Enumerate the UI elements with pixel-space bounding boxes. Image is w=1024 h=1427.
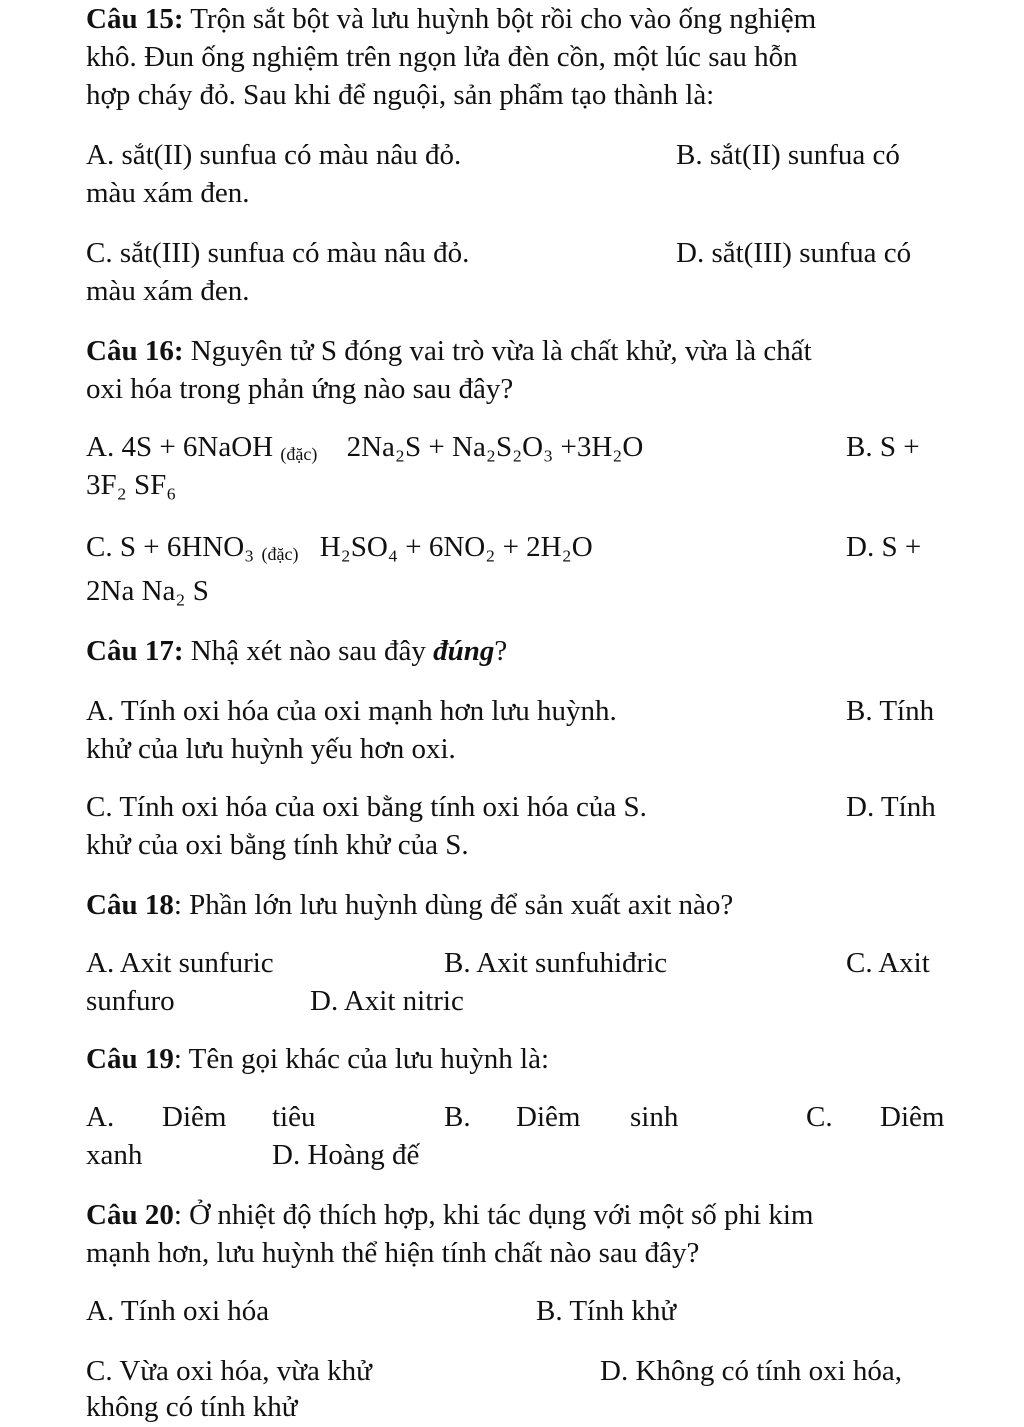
q15-line2: khô. Đun ống nghiệm trên ngọn lửa đèn cồn, một lúc sau hỗn [86,41,798,73]
q20-text-1: : Ở nhiệt độ thích hợp, khi tác dụng với một số phi kim [173,1199,814,1231]
q20-option-d-cont: không có tính khử [86,1391,298,1423]
q15-option-b: B. sắt(II) sunfua có [676,139,900,171]
q19-option-c-cont: xanh [86,1139,143,1171]
q19-option-a-word1: Diêm [162,1101,227,1133]
q16-line2: oxi hóa trong phản ứng nào sau đây? [86,373,514,405]
q17-text-end: ? [494,635,508,667]
q18-label: Câu 18 [86,889,174,921]
q20-line2: mạnh hơn, lưu huỳnh thể hiện tính chất nào sau đây? [86,1237,700,1269]
q19-text: : Tên gọi khác của lưu huỳnh là: [173,1043,550,1075]
q18-option-c: C. Axit [846,947,930,979]
q17-option-a: A. Tính oxi hóa của oxi mạnh hơn lưu huỳnh. [86,695,617,727]
q16-line1 [86,332,812,370]
q17-option-b: B. Tính [846,695,935,727]
q19-option-c-word1: Diêm [880,1101,945,1133]
q19-line1 [86,1040,549,1078]
q19-option-b-word1: Diêm [516,1101,581,1133]
q20-line1 [86,1196,813,1234]
q17-option-b-cont: khử của lưu huỳnh yếu hơn oxi. [86,733,456,765]
q15-text-1: Trộn sắt bột và lưu huỳnh bột rồi cho vào ống nghiệm [190,3,817,35]
q18-option-a: A. Axit sunfuric [86,947,274,979]
q17-text: Nhậ xét nào sau đây [190,635,426,667]
q16-a-products: 2Na₂S + Na₂S₂O₃ +3H₂O [346,431,644,463]
q19-option-b-word2: sinh [630,1101,679,1133]
q18-option-d: D. Axit nitric [310,985,464,1017]
q16-label: Câu 16: [86,335,184,367]
q20-option-c: C. Vừa oxi hóa, vừa khử [86,1355,372,1387]
q19-option-a-letter: A. [86,1101,115,1133]
q16-text-1: Nguyên tử S đóng vai trò vừa là chất khử, vừa là chất [190,335,812,367]
q16-c-reactants: C. S + 6HNO₃ [86,531,255,563]
q16-c-condition: (đặc) [261,544,299,564]
q16-a-reactants: A. 4S + 6NaOH [86,431,274,463]
q18-option-b: B. Axit sunfuhiđric [444,947,668,979]
q15-option-c: C. sắt(III) sunfua có màu nâu đỏ. [86,237,470,269]
q15-option-a: A. sắt(II) sunfua có màu nâu đỏ. [86,139,462,171]
q15-option-d-cont: màu xám đen. [86,275,250,307]
q16-option-b-cont: 3F₂ SF₆ [86,469,177,501]
q20-option-a: A. Tính oxi hóa [86,1295,270,1327]
q17-option-d: D. Tính [846,791,936,823]
q19-option-b-letter: B. [444,1101,471,1133]
q15-line3: hợp cháy đỏ. Sau khi để nguội, sản phẩm tạo thành là: [86,79,715,111]
q18-line1 [86,886,733,924]
q19-option-c-letter: C. [806,1101,833,1133]
q20-option-d: D. Không có tính oxi hóa, [600,1355,903,1387]
q16-option-b: B. S + [846,431,920,463]
q18-option-c-cont: sunfuro [86,985,175,1017]
q16-option-d-cont: 2Na Na₂ S [86,575,209,607]
q19-option-d: D. Hoàng đế [272,1139,420,1171]
q17-option-d-cont: khử của oxi bằng tính khử của S. [86,829,469,861]
q15-option-b-cont: màu xám đen. [86,177,250,209]
q17-emphasis: đúng [433,635,495,667]
q20-label: Câu 20 [86,1199,174,1231]
q15-label: Câu 15: [86,3,184,35]
q16-a-condition: (đặc) [280,444,318,464]
q15-option-d: D. sắt(III) sunfua có [676,237,912,269]
q20-option-b: B. Tính khử [536,1295,677,1327]
q19-label: Câu 19 [86,1043,174,1075]
q18-text: : Phần lớn lưu huỳnh dùng để sản xuất axit nào? [173,889,734,921]
q16-c-products: H₂SO₄ + 6NO₂ + 2H₂O [319,531,593,563]
q17-label: Câu 17: [86,635,184,667]
q15-line1 [86,0,816,38]
q17-line1 [86,632,507,670]
q16-option-d: D. S + [846,531,922,563]
q17-option-c: C. Tính oxi hóa của oxi bằng tính oxi hóa của S. [86,791,647,823]
q19-option-a-word2: tiêu [272,1101,316,1133]
q16-option-c [86,528,593,573]
